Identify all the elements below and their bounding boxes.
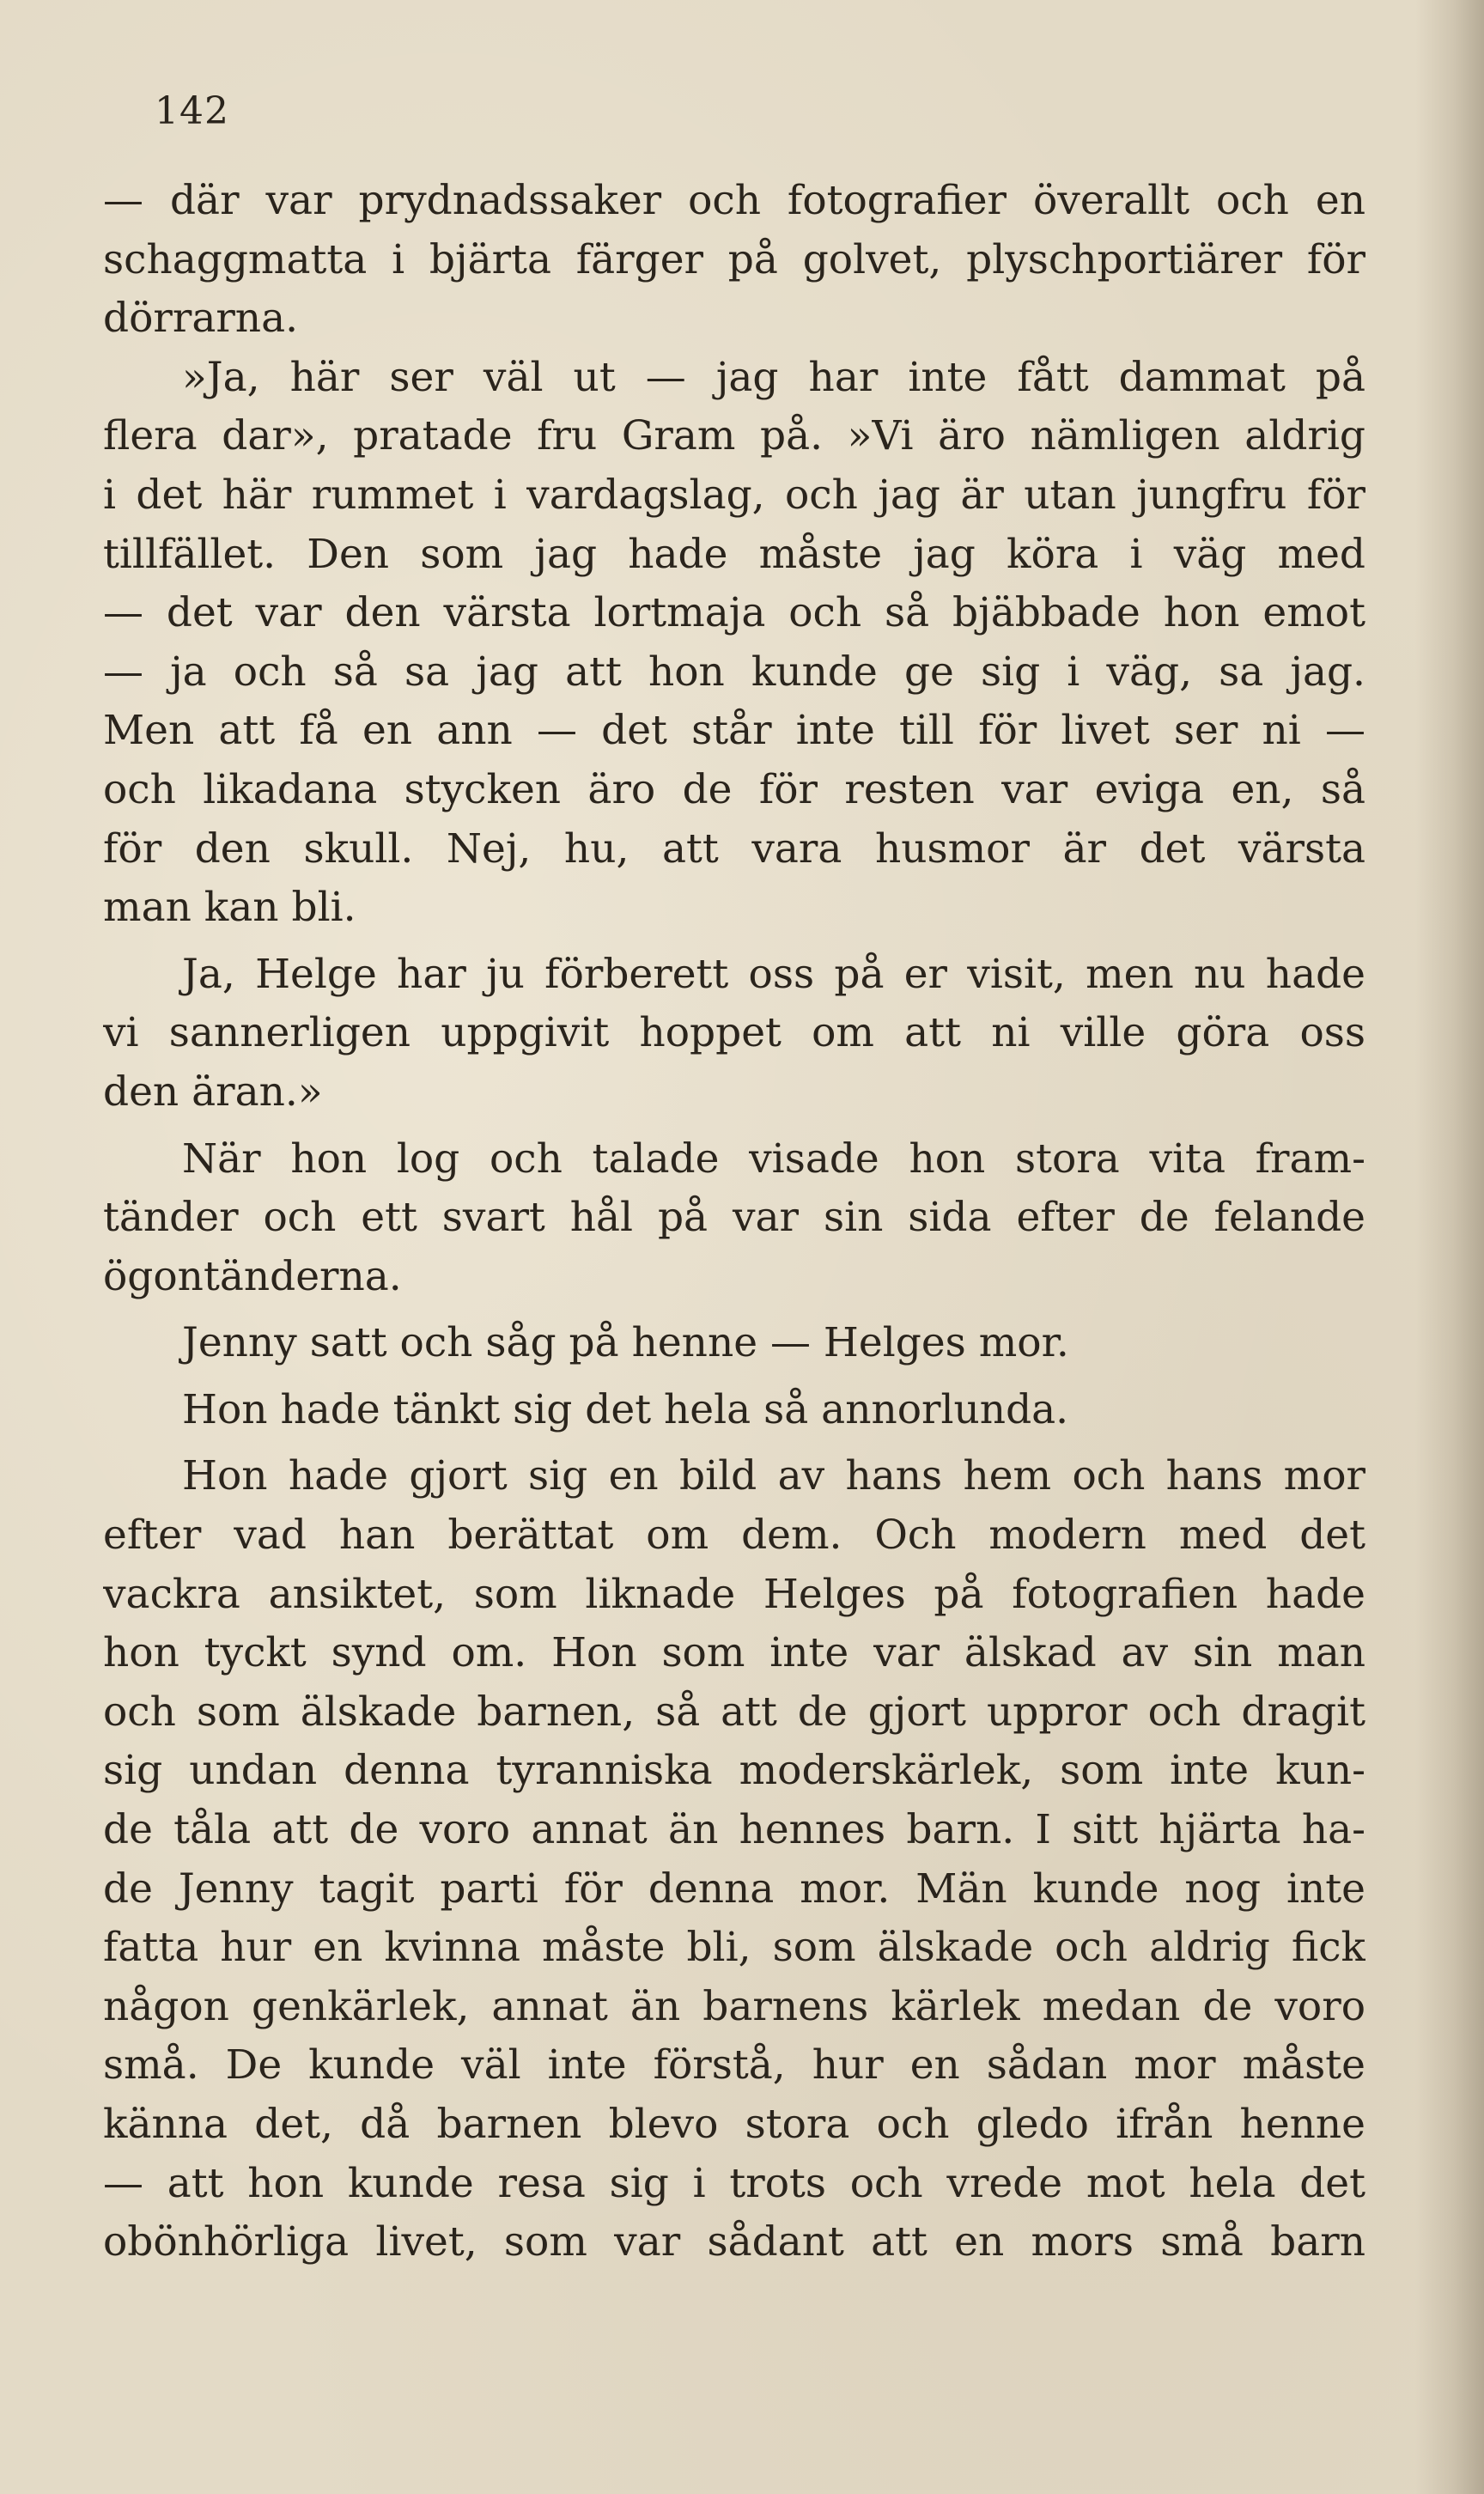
text-line: och som älskade barnen, så att de gjort uppror och dragit bbox=[103, 1688, 1365, 1736]
text-line: för den skull. Nej, hu, att vara husmor är det värsta bbox=[103, 824, 1365, 873]
page-number: 142 bbox=[155, 89, 229, 133]
text-line: fatta hur en kvinna måste bli, som älskade och aldrig fick bbox=[103, 1924, 1365, 1972]
text-line: tänder och ett svart hål på var sin sida efter de felande bbox=[103, 1194, 1365, 1242]
text-line: — att hon kunde resa sig i trots och vrede mot hela det bbox=[103, 2159, 1365, 2207]
text-line: Hon hade gjort sig en bild av hans hem och hans mor bbox=[182, 1452, 1365, 1500]
paragraph bbox=[103, 1381, 1365, 1440]
text-line: Ja, Helge har ju förberett oss på er visit, men nu hade bbox=[182, 950, 1365, 998]
text-line: man kan bli. bbox=[103, 884, 356, 932]
text-line: någon genkärlek, annat än barnens kärlek medan de voro bbox=[103, 1982, 1365, 2030]
text-line: — där var prydnadssaker och fotografier överallt och en bbox=[103, 177, 1365, 224]
text-line: efter vad han berättat om dem. Och modern med det bbox=[103, 1512, 1365, 1560]
text-line: Jenny satt och såg på henne — Helges mor. bbox=[182, 1319, 1069, 1367]
text-line: små. De kunde väl inte förstå, hur en sådan mor måste bbox=[103, 2041, 1365, 2089]
text-line: Men att få en ann — det står inte till för livet ser ni — bbox=[103, 707, 1365, 755]
text-line: dörrarna. bbox=[103, 295, 299, 343]
text-line: obönhörliga livet, som var sådant att en mors små barn bbox=[103, 2218, 1365, 2266]
text-line: tillfället. Den som jag hade måste jag köra i väg med bbox=[103, 530, 1365, 578]
paragraph bbox=[103, 1314, 1365, 1373]
paragraph bbox=[103, 349, 1365, 938]
text-line: flera dar», pratade fru Gram på. »Vi äro nämligen aldrig bbox=[103, 412, 1365, 460]
paragraph bbox=[103, 946, 1365, 1122]
body-text bbox=[103, 172, 1365, 2272]
page-edge-shadow bbox=[1415, 0, 1484, 2494]
paragraph bbox=[103, 172, 1365, 349]
text-line: i det här rummet i vardagslag, och jag är utan jungfru för bbox=[103, 471, 1365, 519]
text-line: hon tyckt synd om. Hon som inte var älskad av sin man bbox=[103, 1629, 1365, 1677]
text-line: de tåla att de voro annat än hennes barn. I sitt hjärta ha- bbox=[103, 1806, 1365, 1854]
text-line: känna det, då barnen blevo stora och gledo ifrån henne bbox=[103, 2101, 1365, 2148]
text-line: »Ja, här ser väl ut — jag har inte fått dammat på bbox=[182, 353, 1365, 401]
text-line: ögontänderna. bbox=[103, 1252, 402, 1300]
text-line: vi sannerligen uppgivit hoppet om att ni ville göra oss bbox=[103, 1009, 1365, 1057]
text-line: vackra ansiktet, som liknade Helges på fotografien hade bbox=[103, 1570, 1365, 1618]
text-line: schaggmatta i bjärta färger på golvet, plyschportiärer för bbox=[103, 235, 1365, 283]
text-line: och likadana stycken äro de för resten var eviga en, så bbox=[103, 765, 1365, 813]
paragraph bbox=[103, 1447, 1365, 2272]
text-line: — ja och så sa jag att hon kunde ge sig i väg, sa jag. bbox=[103, 648, 1365, 696]
text-line: — det var den värsta lortmaja och så bjäbbade hon emot bbox=[103, 589, 1365, 637]
text-line: När hon log och talade visade hon stora vita fram- bbox=[182, 1134, 1365, 1183]
paragraph bbox=[103, 1130, 1365, 1307]
text-line: den äran.» bbox=[103, 1068, 323, 1116]
text-line: Hon hade tänkt sig det hela så annorlunda. bbox=[182, 1385, 1069, 1433]
text-line: de Jenny tagit parti för denna mor. Män kunde nog inte bbox=[103, 1864, 1365, 1913]
text-line: sig undan denna tyranniska moderskärlek, som inte kun- bbox=[103, 1747, 1365, 1795]
